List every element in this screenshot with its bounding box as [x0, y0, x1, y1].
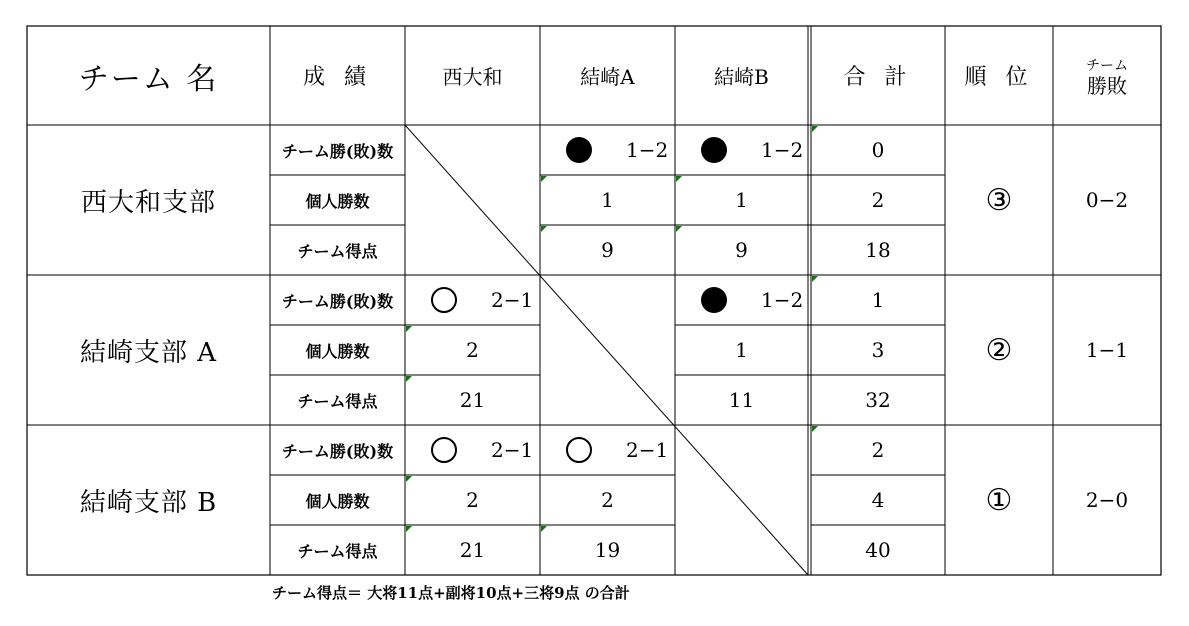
header-opponent-3: 結崎B	[714, 65, 769, 89]
match-result	[566, 125, 675, 175]
team-win-loss-cell: 0−2	[1085, 188, 1129, 212]
match-score: 2−1	[626, 438, 669, 462]
header-total: 合 計	[843, 65, 913, 90]
header-team-win-loss-line1: チーム	[1086, 57, 1128, 74]
team-points-cell: 9	[601, 238, 614, 262]
header-team-win-loss-line2: 勝敗	[1087, 73, 1127, 98]
individual-wins-cell: 2	[466, 338, 479, 362]
individual-wins-cell: 1	[601, 188, 614, 212]
win-mark-icon	[431, 437, 457, 463]
match-score: 1−2	[761, 138, 804, 162]
match-score: 2−1	[491, 288, 534, 312]
row-label-team-wins: チーム勝(敗)数	[281, 141, 394, 161]
loss-mark-icon	[701, 287, 727, 313]
row-label-individual-wins: 個人勝数	[305, 191, 370, 211]
team-points-cell: 9	[735, 238, 748, 262]
header-team-name: チーム 名	[78, 61, 219, 97]
team-name: 結崎支部 A	[79, 337, 218, 368]
team-win-loss-cell: 2−0	[1085, 488, 1129, 512]
match-result	[431, 275, 540, 325]
rank-cell: ①	[985, 482, 1013, 518]
individual-wins-cell: 2	[601, 488, 614, 512]
loss-mark-icon	[566, 137, 592, 163]
rank-cell: ③	[985, 182, 1013, 218]
header-opponent-2: 結崎A	[580, 65, 635, 89]
total-team-points: 40	[865, 538, 891, 562]
match-result	[431, 425, 540, 475]
match-result	[566, 425, 675, 475]
total-team-wins: 2	[871, 438, 885, 462]
row-label-team-wins: チーム勝(敗)数	[281, 441, 394, 461]
match-result	[701, 275, 808, 325]
row-label-individual-wins: 個人勝数	[305, 491, 370, 511]
rank-cell: ②	[985, 332, 1013, 368]
team-points-cell: 11	[728, 388, 755, 412]
match-score: 2−1	[491, 438, 534, 462]
total-individual-wins: 4	[871, 488, 885, 512]
footnote: チーム得点＝ 大将11点+副将10点+三将9点 の合計	[272, 583, 630, 602]
individual-wins-cell: 2	[466, 488, 479, 512]
match-score: 1−2	[626, 138, 669, 162]
row-label-individual-wins: 個人勝数	[305, 341, 370, 361]
row-label-team-points: チーム得点	[297, 541, 378, 561]
total-individual-wins: 3	[871, 338, 885, 362]
team-points-cell: 21	[459, 388, 486, 412]
loss-mark-icon	[701, 137, 727, 163]
individual-wins-cell: 1	[735, 188, 748, 212]
total-team-wins: 1	[871, 288, 885, 312]
row-label-team-wins: チーム勝(敗)数	[281, 291, 394, 311]
match-result	[701, 125, 808, 175]
row-label-team-points: チーム得点	[297, 391, 378, 411]
match-score: 1−2	[761, 288, 804, 312]
individual-wins-cell: 1	[735, 338, 748, 362]
header-opponent-1: 西大和	[442, 65, 503, 89]
total-team-wins: 0	[871, 138, 885, 162]
header-rank: 順 位	[964, 65, 1034, 90]
header-record: 成 績	[303, 65, 372, 90]
total-team-points: 32	[865, 388, 891, 412]
win-mark-icon	[431, 287, 457, 313]
row-label-team-points: チーム得点	[297, 241, 378, 261]
team-points-cell: 21	[459, 538, 486, 562]
team-points-cell: 19	[594, 538, 621, 562]
header-team-win-loss	[1053, 26, 1161, 125]
team-win-loss-cell: 1−1	[1085, 338, 1129, 362]
total-team-points: 18	[865, 238, 891, 262]
win-mark-icon	[566, 437, 592, 463]
team-name: 西大和支部	[80, 187, 216, 218]
team-name: 結崎支部 B	[79, 487, 218, 518]
total-individual-wins: 2	[871, 188, 885, 212]
